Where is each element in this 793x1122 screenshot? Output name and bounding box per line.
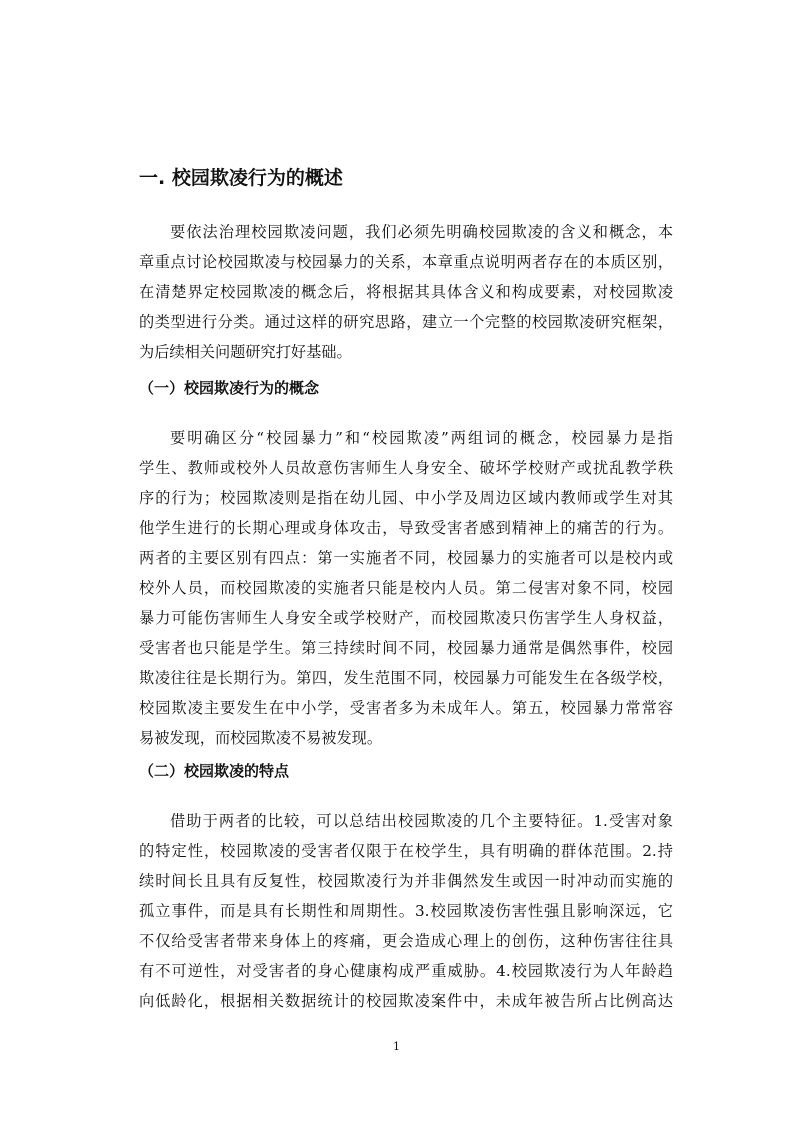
- chapter-heading: 一. 校园欺凌行为的概述: [139, 167, 343, 189]
- concept-line: 受害者也只能是学生。第三持续时间不同，校园暴力通常是偶然事件，校园: [139, 639, 673, 657]
- concept-line: 序的行为；校园欺凌则是指在幼儿园、中小学及周边区域内教师或学生对其: [139, 489, 673, 507]
- concept-line: 两者的主要区别有四点：第一实施者不同，校园暴力的实施者可以是校内或: [139, 549, 673, 567]
- features-line: 续时间长且具有反复性，校园欺凌行为并非偶然发生或因一时冲动而实施的: [139, 872, 673, 890]
- features-line: 不仅给受害者带来身体上的疼痛，更会造成心理上的创伤，这种伤害往往具: [139, 932, 673, 950]
- concept-line: 学生、教师或校外人员故意伤害师生人身安全、破坏学校财产或扰乱教学秩: [139, 459, 673, 477]
- section-heading-features: （二）校园欺凌的特点: [139, 762, 290, 780]
- concept-line: 校外人员，而校园欺凌的实施者只能是校内人员。第二侵害对象不同，校园: [139, 579, 673, 597]
- features-line: 有不可逆性，对受害者的身心健康构成严重威胁。4.校园欺凌行为人年龄趋: [139, 962, 673, 980]
- features-line: 孤立事件，而是具有长期性和周期性。3.校园欺凌伤害性强且影响深远，它: [139, 902, 673, 920]
- features-line: 借助于两者的比较，可以总结出校园欺凌的几个主要特征。1.受害对象: [170, 812, 673, 830]
- concept-line: 校园欺凌主要发生在中小学，受害者多为未成年人。第五，校园暴力常常容: [139, 699, 673, 717]
- concept-line: 暴力可能伤害师生人身安全或学校财产，而校园欺凌只伤害学生人身权益，: [139, 609, 673, 627]
- intro-line: 为后续相关问题研究打好基础。: [139, 343, 352, 361]
- features-line: 向低龄化，根据相关数据统计的校园欺凌案件中，未成年被告所占比例高达: [139, 992, 673, 1010]
- section-heading-concept: （一）校园欺凌行为的概念: [139, 379, 320, 397]
- features-paragraph: [139, 806, 673, 1016]
- intro-line: 章重点讨论校园欺凌与校园暴力的关系，本章重点说明两者存在的本质区别，: [139, 253, 673, 271]
- page-number: 1: [393, 1040, 400, 1053]
- intro-line: 的类型进行分类。通过这样的研究思路，建立一个完整的校园欺凌研究框架，: [139, 313, 673, 331]
- intro-line: 在清楚界定校园欺凌的概念后，将根据其具体含义和构成要素，对校园欺凌: [139, 283, 673, 301]
- intro-line: 要依法治理校园欺凌问题，我们必须先明确校园欺凌的含义和概念，本: [170, 223, 673, 241]
- concept-line: 他学生进行的长期心理或身体攻击，导致受害者感到精神上的痛苦的行为。: [139, 519, 673, 537]
- concept-paragraph: [139, 423, 673, 753]
- concept-line: 欺凌往往是长期行为。第四，发生范围不同，校园暴力可能发生在各级学校，: [139, 669, 673, 687]
- concept-line: 易被发现，而校园欺凌不易被发现。: [139, 729, 382, 747]
- features-line: 的特定性，校园欺凌的受害者仅限于在校学生，具有明确的群体范围。2.持: [139, 842, 673, 860]
- concept-line: 要明确区分“校园暴力”和“校园欺凌”两组词的概念，校园暴力是指: [170, 429, 673, 447]
- intro-paragraph: [139, 217, 673, 367]
